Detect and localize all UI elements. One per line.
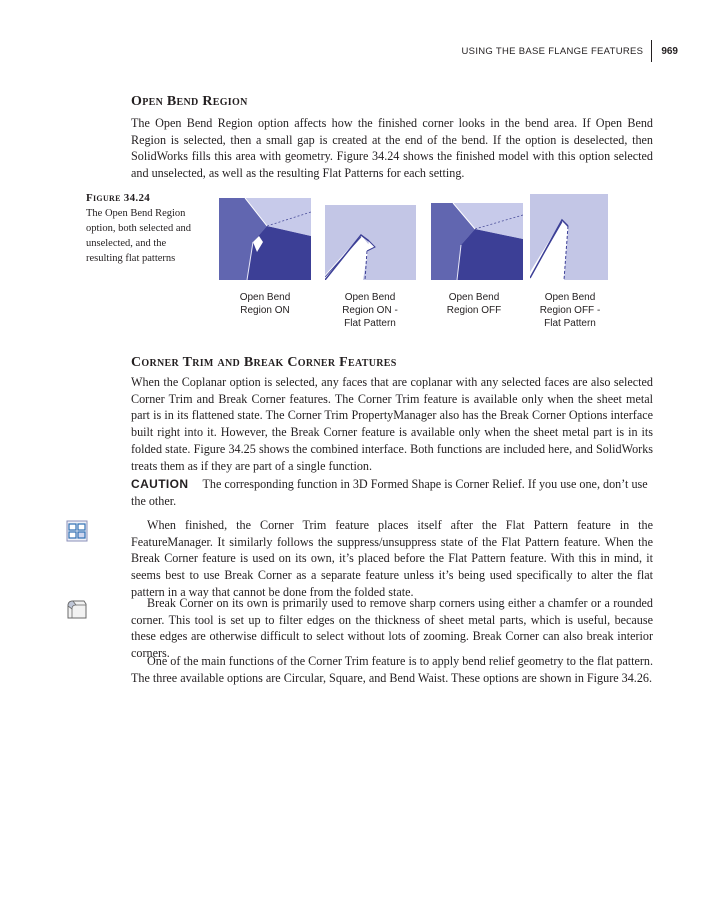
label-line: Open Bend <box>544 292 596 303</box>
page-number: 969 <box>661 45 678 57</box>
label-line: Open Bend <box>344 292 396 303</box>
caution-label: CAUTION <box>131 477 189 491</box>
figure-caption <box>86 191 202 266</box>
caution-note <box>131 476 653 510</box>
figure-label: Figure 34.24 <box>86 192 151 204</box>
label-line: Flat Pattern <box>544 318 596 329</box>
label-line: Open Bend <box>448 292 500 303</box>
label-line: Region OFF <box>446 305 502 316</box>
break-corner-icon <box>64 596 90 622</box>
paragraph-bend-relief: One of the main functions of the Corner Trim feature is to apply bend relief geometry to the flat pattern. The three available options are Circular, Square, and Bend Waist. These options are shown in Figure 34.26. <box>131 654 653 685</box>
section-heading-open-bend-region: Open Bend Region <box>131 94 248 109</box>
label-line: Open Bend <box>239 292 291 303</box>
paragraph-open-bend-region: The Open Bend Region option affects how the finished corner looks in the bend area. If Open Bend Region is selected, then a small gap is created at the end of the bend. If the option is deselected, then SolidWorks fills this area with geometry. Figure 34.24 shows the finished model with this option selected and unselected, as well as the resulting Flat Patterns for each setting. <box>131 116 653 181</box>
figure-image-open-bend-off-flat <box>530 194 608 280</box>
label-line: Region OFF - <box>539 305 601 316</box>
paragraph-corner-trim-placement: When finished, the Corner Trim feature places itself after the Flat Pattern feature in the FeatureManager. It similarly follows the suppress/unsuppress state of the Flat Pattern feature. When the Break Corner feature is used on its own, it’s placed before the Flat Pattern feature. With this in mind, it seems best to use Break Corner as a separate feature unless it’s being used specifically to alter the flat pattern in a way that cannot be done from the folded state. <box>131 518 653 599</box>
label-line: Region ON <box>240 305 290 316</box>
paragraph-break-corner: Break Corner on its own is primarily used to remove sharp corners using either a chamfer or a rounded corner. This tool is set up to filter edges on the thickness of sheet metal parts, which is useful, because these edges are otherwise difficult to select without lots of zooming. Break Corner can also break interior corners. <box>131 596 653 661</box>
figure-caption-text: The Open Bend Region option, both selected and unselected, and the resulting flat patterns <box>86 208 191 264</box>
figure-image-open-bend-on-flat <box>325 205 416 280</box>
running-head <box>462 41 678 61</box>
figure-label-open-bend-off-flat <box>524 291 616 330</box>
running-head-title: USING THE BASE FLANGE FEATURES <box>461 45 644 57</box>
figure-label-open-bend-on <box>219 291 311 317</box>
section-heading-corner-trim: Corner Trim and Break Corner Features <box>131 355 397 370</box>
paragraph-corner-trim: When the Coplanar option is selected, any faces that are coplanar with any selected faces are also selected Corner Trim and Break Corner features. The Corner Trim feature is available only when the sheet metal part is in its flattened state. The Corner Trim PropertyManager also has the Break Corner Options interface built right into it. However, the Break Corner feature is available only when the sheet metal part is in its folded state. Figure 34.25 shows the combined interface. Both functions are included here, and SolidWorks treats them as if they are part of a single function. <box>131 375 653 473</box>
caution-text: The corresponding function in 3D Formed Shape is Corner Relief. If you use one, don’t use the other. <box>131 477 648 508</box>
figure-image-open-bend-on <box>219 198 311 280</box>
label-line: Region ON - <box>342 305 398 316</box>
figure-label-open-bend-off <box>428 291 520 317</box>
label-line: Flat Pattern <box>344 318 396 329</box>
corner-trim-icon <box>66 520 88 542</box>
figure-image-open-bend-off <box>431 203 523 280</box>
figure-label-open-bend-on-flat <box>324 291 416 330</box>
